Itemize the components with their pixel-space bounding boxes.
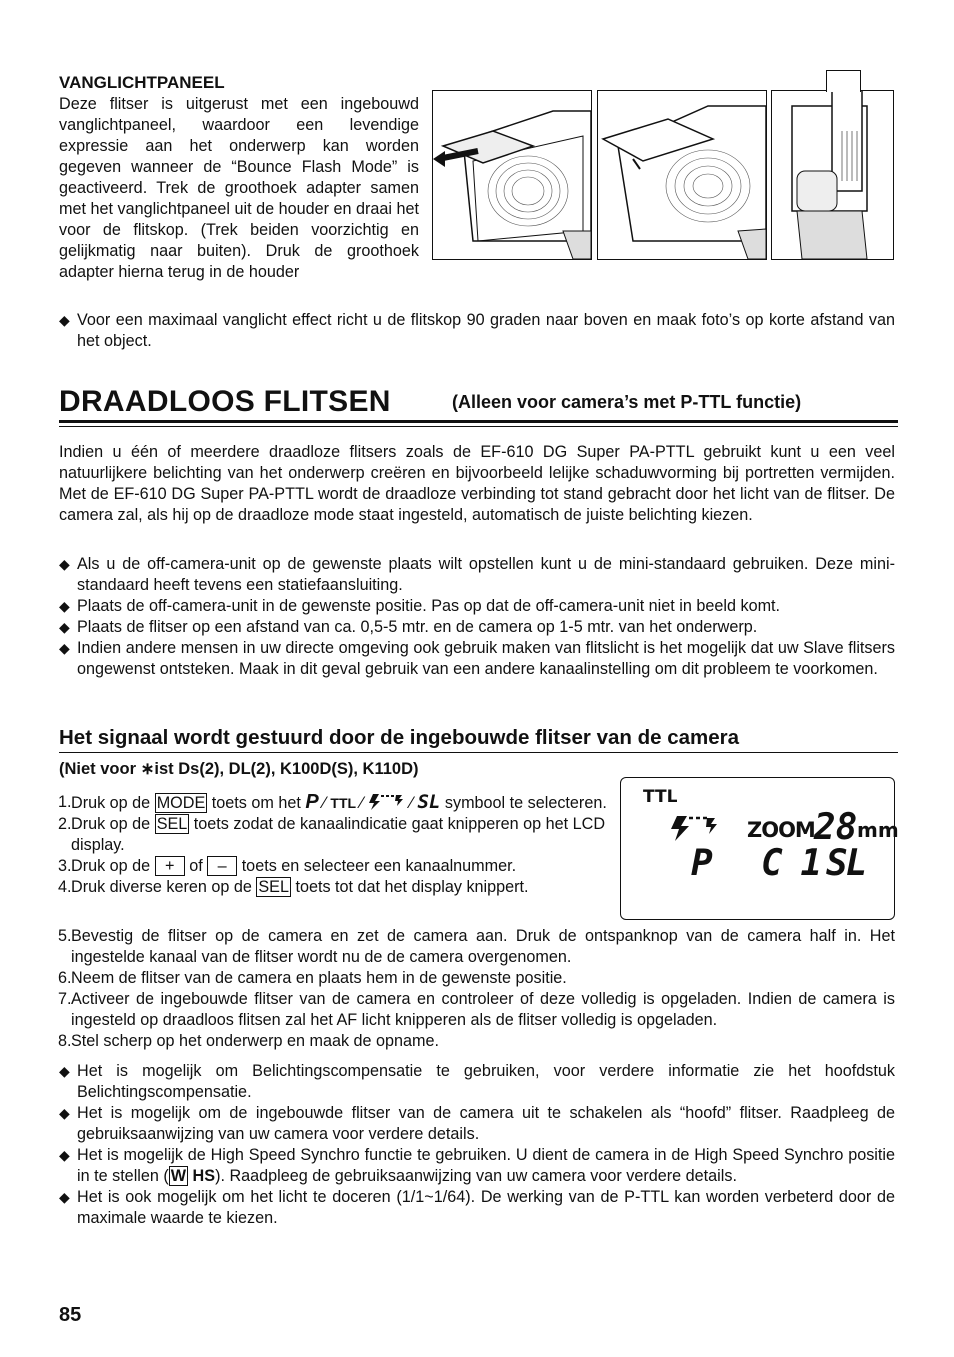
flash-illustration-2 <box>597 90 767 260</box>
list-item <box>59 1103 895 1145</box>
flash-illustration-3 <box>771 90 894 260</box>
bullet-text: Het is mogelijk om Belichtingscompensatie te gebruiken, voor verdere informatie zie het hoofdstuk Belichtingscompensatie. <box>77 1062 895 1101</box>
p-ttl-icon: P <box>305 791 319 813</box>
step-8 <box>59 1031 895 1052</box>
diamond-bullet-icon: ◆ <box>59 1189 70 1205</box>
diamond-bullet-icon: ◆ <box>59 312 70 328</box>
step-text: Druk diverse keren op de <box>71 878 257 896</box>
bullet-text: Als u de off-camera-unit op de gewenste plaats wilt opstellen kunt u de mini-standaard gebruiken. Deze mini-standaard heeft tevens een statiefaansluiting. <box>77 555 895 594</box>
signaal-subheading: (Niet voor ∗ist Ds(2), DL(2), K100D(S), K110D) <box>59 760 419 778</box>
page-subtitle: (Alleen voor camera’s met P-TTL functie) <box>452 392 802 412</box>
diamond-bullet-icon: ◆ <box>59 556 70 572</box>
bullet-text: Het is mogelijk de High Speed Synchro functie te gebruiken. U dient de camera in de High Speed Synchro positie in te stellen ( <box>77 1146 895 1185</box>
list-item <box>59 638 895 680</box>
step-number: 2. <box>58 815 72 833</box>
step-number: 7. <box>58 990 72 1008</box>
step-1 <box>59 792 607 814</box>
signaal-bullets <box>59 1061 895 1229</box>
bullet-text: Voor een maximaal vanglicht effect richt u de flitskop 90 graden naar boven en maak foto’s op korte afstand van het object. <box>77 311 895 350</box>
draadloos-bullets <box>59 554 895 680</box>
signaal-rule <box>59 752 898 753</box>
separator: ⁄ <box>410 794 413 812</box>
steps-list-wide <box>59 926 895 1052</box>
diamond-bullet-icon: ◆ <box>59 1063 70 1079</box>
sel-key: SEL <box>258 878 289 896</box>
wireless-flash-icon <box>368 793 406 811</box>
list-item <box>59 1145 895 1187</box>
step-text: Bevestig de flitser op de camera en zet de camera aan. Druk de ontspanknop van de camera half in. Het ingestelde kanaal van de flitser wordt nu de de camera overgenomen. <box>71 927 895 966</box>
list-item <box>59 554 895 596</box>
lcd-zoom-label: ZOOM <box>747 818 815 842</box>
vanglicht-bullet <box>59 310 895 352</box>
title-rule-thin <box>59 426 898 427</box>
diamond-bullet-icon: ◆ <box>59 619 70 635</box>
sel-key: SEL <box>156 815 188 833</box>
lcd-slave: SL <box>826 843 866 884</box>
lcd-mode: P <box>691 843 713 884</box>
flash-head-pull-illustration <box>433 91 591 259</box>
step-number: 5. <box>58 927 72 945</box>
list-item <box>59 617 895 638</box>
step-3 <box>59 856 607 877</box>
lcd-unit: mm <box>857 818 899 842</box>
flash-panel-rotate-illustration <box>598 91 766 259</box>
step-text: Druk op de <box>71 794 155 812</box>
list-item <box>59 596 895 617</box>
bullet-text: ). Raadpleeg de gebruiksaanwijzing van uw camera voor verdere details. <box>215 1167 737 1185</box>
lcd-display <box>620 777 899 920</box>
bullet-text: Het is ook mogelijk om het licht te doceren (1/1~1/64). De werking van de P-TTL kan worden verbeterd door de maximale waarde te kiezen. <box>77 1188 895 1227</box>
step-number: 4. <box>58 878 72 896</box>
flash-illustration-1 <box>432 90 592 260</box>
slave-icon: SL <box>417 791 441 813</box>
plus-key: + <box>155 856 185 876</box>
step-number: 3. <box>58 857 72 875</box>
step-text: toets tot dat het display knippert. <box>290 878 529 896</box>
step-text: Stel scherp op het onderwerp en maak de opname. <box>71 1032 440 1050</box>
signaal-heading: Het signaal wordt gestuurd door de ingebouwde flitser van de camera <box>59 726 740 749</box>
minus-key: – <box>207 856 237 876</box>
draadloos-intro: Indien u één of meerdere draadloze flitsers zoals de EF-610 DG Super PA-PTTL gebruikt kunt u een veel natuurlijkere belichting van het onderwerp creëren en bijvoorbeeld lelijke schaduwvorming bij portretten vermijden. Met de EF-610 DG Super PA-PTTL wordt de draadloze verbinding tot stand gebracht door het licht van de flitser. De camera zal, als hij op de draadloze mode staat ingesteld, automatisch de juiste belichting kiezen. <box>59 443 895 524</box>
separator: ⁄ <box>323 794 326 812</box>
ttl-icon: TTL <box>330 795 357 811</box>
steps-list-narrow <box>59 792 607 898</box>
vanglicht-paragraph: Deze flitser is uitgerust met een ingebouwd vanglichtpaneel, waardoor een levendige expressie aan het onderwerp kan worden gegeven wanneer de “Bounce Flash Mode” is geactiveerd. Trek de groothoek adapter samen met het vanglichtpaneel uit de houder en draai het voor de flitskop. (Trek beiden voorzichtig en gelijkmatig naar buiten). Druk de groothoek adapter hierna terug in de houder <box>59 95 419 281</box>
step-number: 8. <box>58 1032 72 1050</box>
step-text: toets zodat de kanaalindicatie gaat knipperen op het LCD display. <box>71 815 606 854</box>
bullet-text: Plaats de flitser op een afstand van ca. 0,5-5 mtr. en de camera op 1-5 mtr. van het onderwerp. <box>77 618 758 636</box>
step-number: 6. <box>58 969 72 987</box>
step-2 <box>59 814 607 856</box>
flash-upright-illustration <box>772 91 893 259</box>
w-key: W <box>170 1167 187 1185</box>
diamond-bullet-icon: ◆ <box>59 640 70 656</box>
step-text: Activeer de ingebouwde flitser van de camera en controleer of deze volledig is opgeladen. Indien de camera is ingesteld op draadloos flitsen zal het AF licht knipperen als de flitser volledig is opgeladen. <box>71 990 895 1029</box>
hs-label: HS <box>188 1167 216 1185</box>
lcd-ttl: TTL <box>643 787 678 807</box>
step-text: Druk op de <box>71 857 155 875</box>
separator: ⁄ <box>360 794 364 812</box>
mode-key: MODE <box>156 794 206 812</box>
bullet-text: Plaats de off-camera-unit in de gewenste positie. Pas op dat de off-camera-unit niet in beeld komt. <box>77 597 781 615</box>
section-heading-vanglicht: VANGLICHTPANEEL <box>59 73 225 92</box>
diamond-bullet-icon: ◆ <box>59 1147 70 1163</box>
step-text: symbool te selecteren. <box>444 794 607 812</box>
step-text: of <box>189 857 208 875</box>
bullet-text: Het is mogelijk om de ingebouwde flitser van de camera uit te schakelen als “hoofd” flitser. Raadpleeg de gebruiksaanwijzing van uw camera voor verdere details. <box>77 1104 895 1143</box>
step-text: Neem de flitser van de camera en plaats hem in de gewenste positie. <box>71 969 567 987</box>
step-5 <box>59 926 895 968</box>
list-item <box>59 1187 895 1229</box>
step-text: toets en selecteer een kanaalnummer. <box>241 857 517 875</box>
wireless-flash-icon <box>669 814 721 842</box>
step-6 <box>59 968 895 989</box>
diamond-bullet-icon: ◆ <box>59 1105 70 1121</box>
lcd-channel: C 1 <box>761 843 821 884</box>
step-number: 1. <box>58 793 72 811</box>
diamond-bullet-icon: ◆ <box>59 598 70 614</box>
step-text: toets om het <box>207 794 306 812</box>
lcd-zoom-value: 28 <box>814 807 858 848</box>
page-number: 85 <box>59 1304 82 1326</box>
step-4 <box>59 877 607 898</box>
step-text: Druk op de <box>71 815 155 833</box>
flash-panel-top <box>826 70 861 92</box>
step-7 <box>59 989 895 1031</box>
list-item <box>59 1061 895 1103</box>
title-rule <box>59 420 898 423</box>
page-title: DRAADLOOS FLITSEN <box>59 385 391 418</box>
bullet-text: Indien andere mensen in uw directe omgeving ook gebruik maken van flitslicht is het mogelijk dat uw Slave flitsers ongewenst ontsteken. Maak in dit geval gebruik van een andere kanaalinstelling om dit probleem te voorkomen. <box>77 639 895 678</box>
